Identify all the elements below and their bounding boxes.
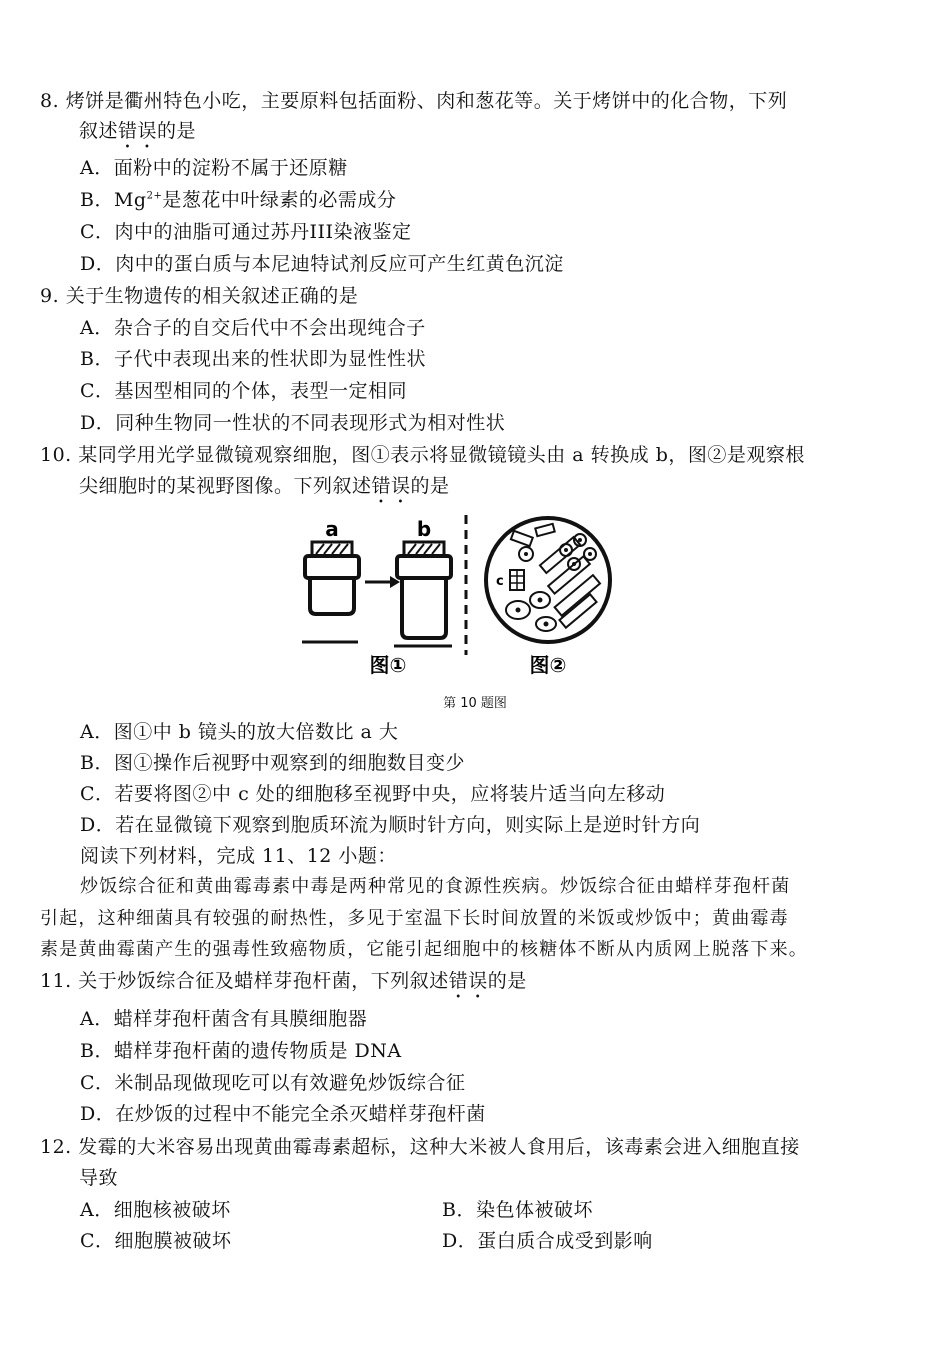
q9-stem-text: 关于生物遗传的相关叙述正确的是 — [65, 285, 359, 307]
q12-option-d: D．蛋白质合成受到影响 — [442, 1230, 653, 1252]
field-of-view — [486, 518, 610, 642]
q10-emphasis: 错误 — [371, 475, 411, 497]
q10-stem-text: 某同学用光学显微镜观察细胞，图①表示将显微镜镜头由 a 转换成 b，图②是观察根 — [78, 444, 805, 466]
q10-figure — [290, 510, 630, 685]
q10-stem-line2 — [79, 473, 450, 508]
q10-stem-pre: 尖细胞时的某视野图像。下列叙述 — [79, 475, 372, 497]
material-line3: 素是黄曲霉菌产生的强毒性致癌物质，它能引起细胞中的核糖体不断从内质网上脱落下来。 — [40, 939, 808, 960]
q11-option-d: D．在炒饭的过程中不能完全杀灭蜡样芽孢杆菌 — [80, 1103, 486, 1125]
q8-option-a: A．面粉中的淀粉不属于还原糖 — [80, 157, 348, 179]
label-c: c — [496, 574, 504, 589]
q10-option-c: C．若要将图②中 c 处的细胞移至视野中央，应将装片适当向左移动 — [80, 783, 666, 805]
q8-number: 8. — [40, 90, 60, 112]
q12-option-c: C．细胞膜被破坏 — [80, 1230, 232, 1252]
q8-option-b-post: 是葱花中叶绿素的必需成分 — [162, 189, 397, 211]
q9-option-d: D．同种生物同一性状的不同表现形式为相对性状 — [80, 412, 506, 434]
q9-number: 9. — [40, 285, 60, 307]
material-line2: 引起，这种细菌具有较强的耐热性，多见于室温下长时间放置的米饭或炒饭中；黄曲霉毒 — [40, 908, 789, 929]
q10-stem-line1 — [40, 442, 805, 468]
arrow-icon — [365, 576, 400, 588]
q8-stem-pre: 叙述 — [79, 120, 119, 142]
q11-option-c: C．米制品现做现吃可以有效避免炒饭综合征 — [80, 1072, 466, 1094]
q8-emphasis: 错误 — [118, 120, 158, 142]
label-a: a — [325, 517, 339, 541]
q10-option-b: B．图①操作后视野中观察到的细胞数目变少 — [80, 752, 465, 774]
q8-stem-post: 的是 — [157, 120, 197, 142]
q11-option-a: A．蜡样芽孢杆菌含有具膜细胞器 — [80, 1008, 368, 1030]
q8-option-b — [80, 187, 396, 213]
fig2-caption: 图② — [529, 653, 567, 677]
q11-emphasis: 错误 — [448, 970, 488, 992]
q12-stem-text: 发霉的大米容易出现黄曲霉毒素超标，这种大米被人食用后，该毒素会进入细胞直接 — [78, 1136, 800, 1158]
q9-option-a: A．杂合子的自交后代中不会出现纯合子 — [80, 317, 426, 339]
q10-option-d: D．若在显微镜下观察到胞质环流为顺时针方向，则实际上是逆时针方向 — [80, 814, 701, 836]
q8-stem-line2 — [79, 118, 196, 153]
q8-option-c: C．肉中的油脂可通过苏丹III染液鉴定 — [80, 221, 412, 243]
q11-option-b: B．蜡样芽孢杆菌的遗传物质是 DNA — [80, 1040, 402, 1062]
q10-option-a: A．图①中 b 镜头的放大倍数比 a 大 — [80, 721, 399, 743]
q11-stem — [40, 968, 527, 1003]
q12-stem-line1 — [40, 1134, 800, 1160]
figure-caption: 第 10 题图 — [443, 696, 507, 711]
label-b: b — [416, 517, 432, 541]
q8-stem-text: 烤饼是衢州特色小吃，主要原料包括面粉、肉和葱花等。关于烤饼中的化合物，下列 — [65, 90, 788, 112]
q8-option-b-pre: B．Mg — [80, 189, 147, 211]
objective-lens-a — [305, 542, 359, 614]
q9-option-b: B．子代中表现出来的性状即为显性性状 — [80, 348, 426, 370]
q12-number: 12. — [40, 1136, 72, 1158]
q12-stem-line2: 导致 — [79, 1167, 119, 1189]
q12-option-a: A．细胞核被破坏 — [80, 1199, 231, 1221]
q12-option-b: B．染色体被破坏 — [442, 1199, 593, 1221]
objective-lens-b — [397, 542, 451, 638]
q11-stem-pre: 关于炒饭综合征及蜡样芽孢杆菌，下列叙述 — [78, 970, 449, 992]
fig1-caption: 图① — [369, 653, 407, 677]
q10-number: 10. — [40, 444, 72, 466]
microscope-figure — [290, 510, 630, 685]
q9-option-c: C．基因型相同的个体，表型一定相同 — [80, 380, 408, 402]
material-intro: 阅读下列材料，完成 11、12 小题： — [80, 845, 397, 867]
q8-option-d: D．肉中的蛋白质与本尼迪特试剂反应可产生红黄色沉淀 — [80, 253, 564, 275]
material-line1: 炒饭综合征和黄曲霉毒素中毒是两种常见的食源性疾病。炒饭综合征由蜡样芽孢杆菌 — [80, 876, 791, 897]
q8-stem-line1 — [40, 88, 787, 114]
q11-number: 11. — [40, 970, 72, 992]
q11-stem-post: 的是 — [487, 970, 527, 992]
q8-option-b-sup: 2+ — [146, 190, 163, 202]
q9-stem — [40, 283, 358, 309]
q10-stem-post: 的是 — [410, 475, 450, 497]
